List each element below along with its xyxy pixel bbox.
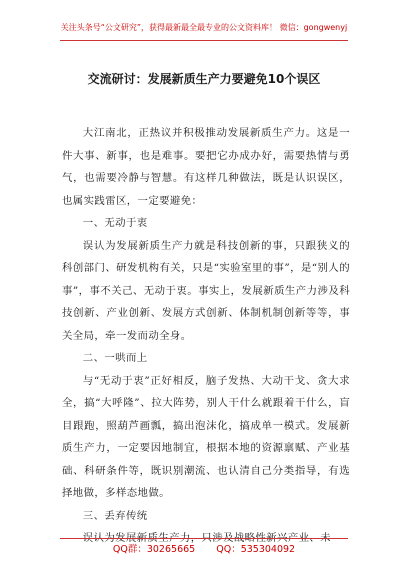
body-paragraph: 误认为发展新质生产力就是科技创新的事，只跟狭义的科创部门、研发机构有关，只是“实验室里的事”，是“别人的事”，事不关己、无动于衷。事实上，发展新质生产力涉及科技创新、产业创新、发展方式创新、体制机制创新等等，事关全局，牵一发而动全身。	[62, 239, 350, 342]
document-body	[62, 122, 350, 550]
body-paragraph: 误认为发展新质生产力，只涉及战略性新兴产业、未	[82, 532, 331, 544]
header-divider	[60, 40, 348, 41]
section-heading: 三、丢弃传统	[82, 509, 148, 522]
body-paragraph: 与“无动于衷”正好相反，脑子发热、大动干戈、贪大求全，搞“大呼隆”、拉大阵势，别人干什么就跟着干什么，盲目跟跑，照葫芦画瓢，搞出泡沫化，搞成单一模式。发展新质生产力，一定要因地制宜，根据本地的资源禀赋、产业基础、科研条件等，既识别潮流、也认清自己分类指导，有选择地做，多样态地做。	[62, 374, 350, 499]
footer-qq: QQ：535304092	[216, 544, 296, 555]
section-heading: 二、一哄而上	[82, 352, 148, 364]
section-heading: 一、无动于衷	[82, 217, 148, 229]
body-paragraph: 大江南北，正热议并积极推动发展新质生产力。这是一件大事、新事，也是难事。要把它办成办好，需要热情与勇气，也需要冷静与智慧。有这样几种做法，既是认识误区，也属实践雷区，一定要避免：	[62, 127, 350, 207]
header-note: 关注头条号“公文研究”，获得最新最全最专业的公文资料库！ 微信：gongwenyj	[60, 23, 348, 32]
footer-divider	[60, 538, 348, 539]
document-title: 交流研讨：发展新质生产力要避免10个误区	[87, 72, 321, 86]
footer-contact	[0, 541, 408, 555]
footer-qq-group: QQ群：30265665	[112, 544, 196, 555]
